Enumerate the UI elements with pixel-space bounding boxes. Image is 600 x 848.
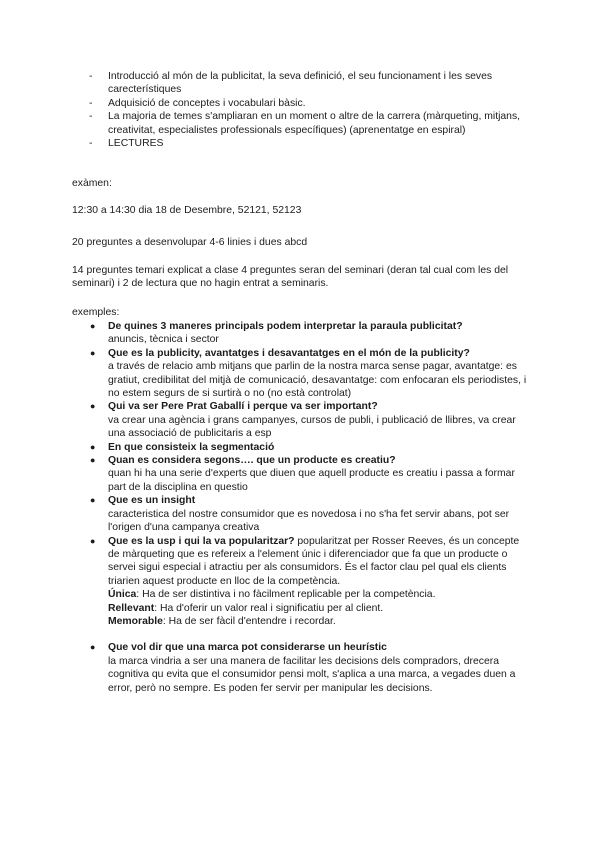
bullet-icon: ●: [90, 535, 96, 546]
questions-list: [89, 320, 529, 695]
bullet-icon: ●: [90, 495, 96, 506]
question-text: Que es un insight: [108, 495, 196, 507]
bullet-icon: ●: [90, 347, 96, 358]
bullet-icon: ●: [90, 642, 96, 653]
answer-text: va crear una agència i grans campanyes, cursos de publi, i publicació de llibres, va crear una associació de publicitaris a esp: [108, 414, 516, 440]
answer-text: a través de relacio amb mitjans que parlin de la nostra marca sense pagar, avantatge: es gratiut, credibilitat del mitjà de comunicació, desavantatge: com enfocaran els periodistes, i no estem segurs de si surtirà o no (no està controlat): [108, 361, 527, 400]
question-item: [89, 320, 529, 347]
intro-item: - LECTURES: [89, 138, 164, 150]
exam-format: 20 preguntes a desenvolupar 4-6 linies i dues abcd: [72, 237, 308, 248]
exam-time: 12:30 a 14:30 dia 18 de Desembre, 52121, 52123: [72, 205, 302, 216]
intro-item: - Introducció al món de la publicitat, la seva definició, el seu funcionament i les seves carecterístiques: [89, 71, 493, 96]
examples-label: exemples:: [72, 307, 120, 318]
question-text: Quan es considera segons…. que un producte es creatiu?: [108, 455, 396, 467]
question-text: De quines 3 maneres principals podem interpretar la paraula publicitat?: [108, 321, 463, 332]
answer-text: caracteristica del nostre consumidor que es novedosa i no s'ha fet servir abans, pot ser l'origen d'una campanya creativa: [108, 508, 510, 534]
usp-trait: Única: Ha de ser distintiva i no fàcilment replicable per la competència.: [108, 589, 436, 601]
answer-text: popularitzat per Rosser Reeves, és un concepte de màrqueting que es refereix a l'element únic i diferenciador que fa que un producte o servei sigui especial i atractiu per als consumidors. És el factor clau pel qual els clients triarien aquest producte en lloc de la competència.: [108, 535, 520, 587]
answer-text: anuncis, tècnica i sector: [108, 334, 219, 346]
usp-trait: Rellevant: Ha d'oferir un valor real i significatiu per al client.: [108, 602, 384, 614]
question-item: [89, 454, 529, 494]
exam-label: exàmen:: [72, 178, 112, 189]
exam-detail: 14 preguntes temari explicat a clase 4 preguntes seran del seminari (deran tal cual com les del seminari) i 2 de lectura que no hagin entrat a seminaris.: [72, 265, 509, 290]
bullet-icon: ●: [90, 321, 96, 331]
question-item: [89, 347, 529, 401]
bullet-icon: ●: [90, 401, 96, 412]
question-item: [89, 400, 529, 440]
bullet-icon: ●: [90, 455, 96, 466]
question-text: Qui va ser Pere Prat Gaballí i perque va ser important?: [108, 401, 378, 413]
intro-item: - La majoria de temes s'ampliaran en un moment o altre de la carrera (màrqueting, mitjans, creativitat, especialistes professionals específiques) (aprenentatge en espiral): [89, 111, 521, 136]
intro-item: - Adquisició de conceptes i vocabulari bàsic.: [89, 97, 306, 109]
question-item-usp: [89, 535, 529, 642]
question-text: En que consisteix la segmentació: [108, 441, 275, 453]
intro-list: [89, 70, 529, 150]
question-text: Que es la publicity, avantatges i desavantatges en el món de la publicity?: [108, 347, 470, 359]
question-text: Que vol dir que una marca pot considerarse un heurístic: [108, 642, 387, 654]
question-item: [89, 441, 529, 454]
answer-text: quan hi ha una serie d'experts que diuen que aquell producte es creatiu i passa a formar part de la disciplina en questio: [108, 468, 515, 493]
usp-paragraph: [108, 535, 529, 589]
question-item-heuristic: [89, 641, 529, 695]
bullet-icon: ●: [90, 441, 96, 452]
usp-trait: Memorable: Ha de ser fàcil d'entendre i recordar.: [108, 615, 336, 627]
answer-text: la marca vindria a ser una manera de facilitar les decisions dels compradors, drecera cognitiva qu evita que el consumidor pensi molt, s'aplica a una marca, a vegades duen a error, però no sempre. Es poden fer servir per manipular les decisions.: [108, 655, 516, 694]
question-item: [89, 494, 529, 534]
question-text: Que es la usp i qui la va popularitzar?: [108, 535, 295, 547]
